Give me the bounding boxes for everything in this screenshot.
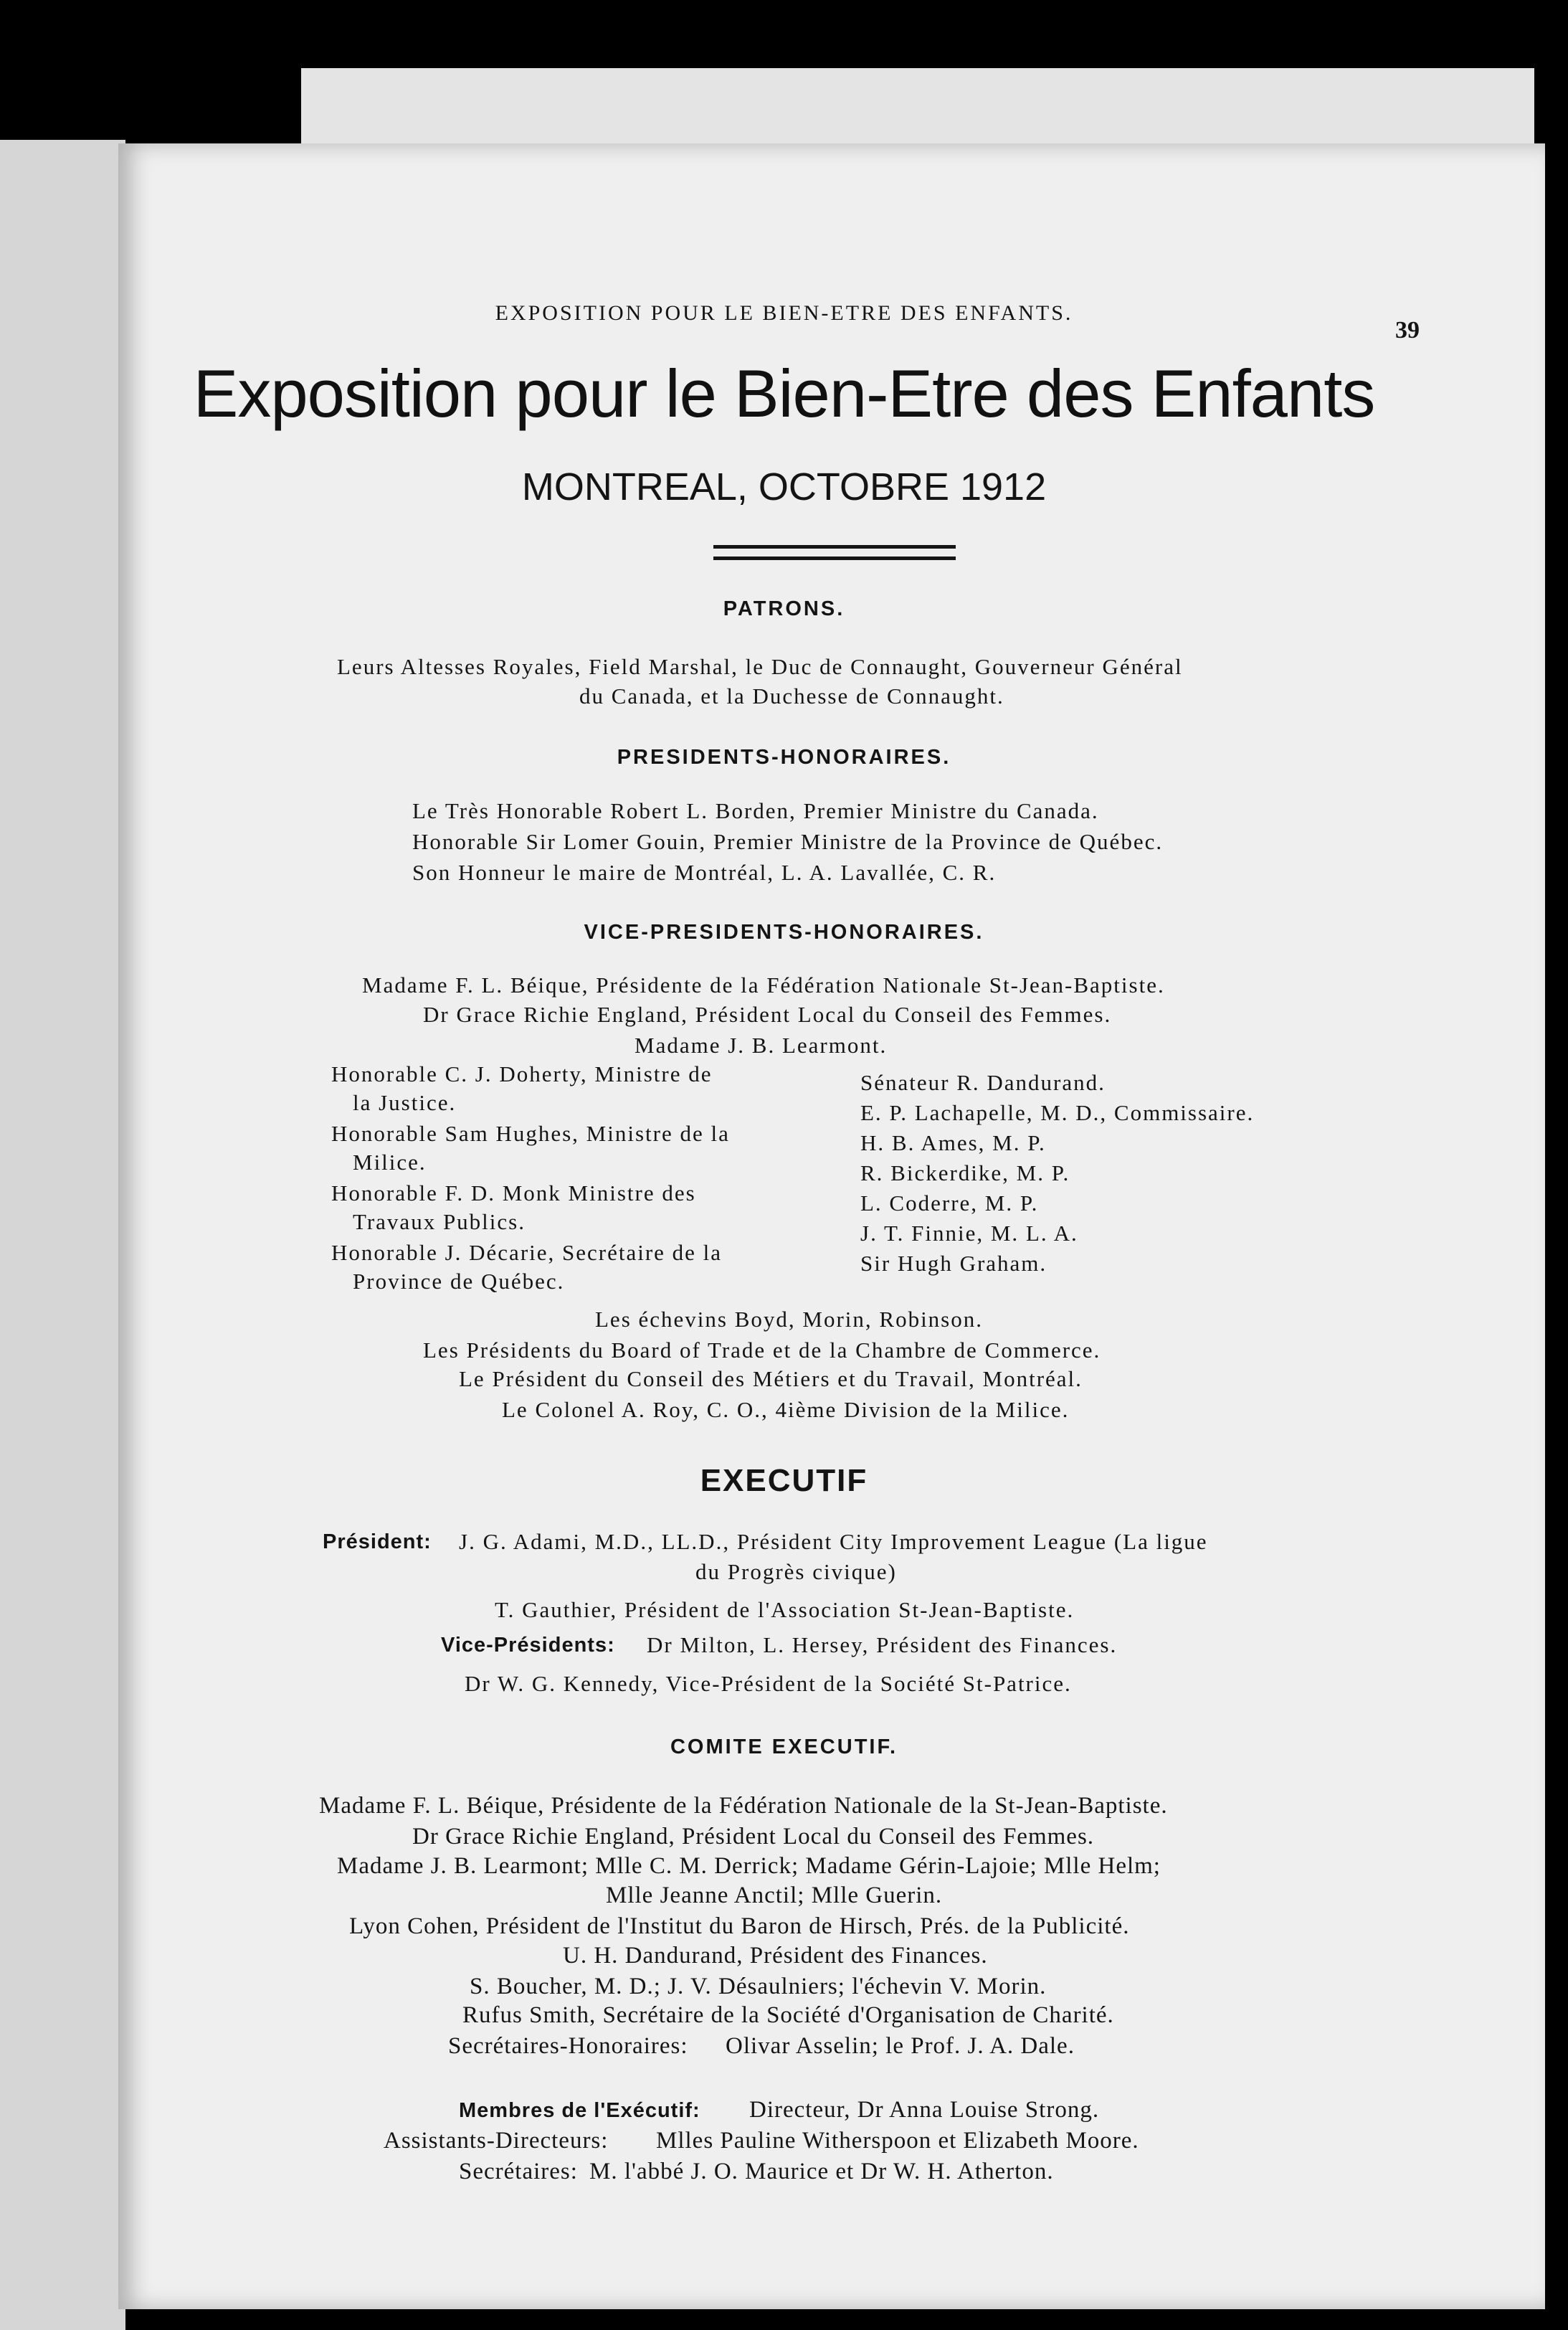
vice-presidents-line: Le Colonel A. Roy, C. O., 4ième Division de la Milice. [502, 1397, 1070, 1422]
vice-presidents-honoraires-heading: VICE-PRESIDENTS-HONORAIRES. [584, 921, 984, 944]
vice-presidents-line: Dr Grace Richie England, Président Local du Conseil des Femmes. [423, 1002, 1112, 1027]
title-rule-bottom [713, 557, 956, 560]
scan-background-top [301, 68, 1534, 147]
patrons-line: Leurs Altesses Royales, Field Marshal, le Duc de Connaught, Gouverneur Général [337, 654, 1183, 679]
comite-line: Madame J. B. Learmont; Mlle C. M. Derrick; Madame Gérin-Lajoie; Mlle Helm; [337, 1853, 1161, 1879]
vice-presidents-left-line: Province de Québec. [353, 1269, 565, 1294]
presidents-line: Le Très Honorable Robert L. Borden, Premier Ministre du Canada. [412, 798, 1099, 823]
vice-presidents-right-line: Sir Hugh Graham. [860, 1251, 1047, 1276]
assistants-label: Assistants-Directeurs: [384, 2128, 609, 2154]
secretaires-text: M. l'abbé J. O. Maurice et Dr W. H. Atherton. [589, 2159, 1054, 2184]
vice-presidents-line: Le Président du Conseil des Métiers et du Travail, Montréal. [459, 1366, 1083, 1391]
vice-presidents-left-line: Milice. [353, 1150, 427, 1175]
page-subtitle: MONTREAL, OCTOBRE 1912 [521, 465, 1047, 508]
vice-presidents-line: Madame F. L. Béique, Présidente de la Fédération Nationale St-Jean-Baptiste. [362, 972, 1165, 998]
patrons-line: du Canada, et la Duchesse de Connaught. [579, 683, 1004, 709]
comite-line: Mlle Jeanne Anctil; Mlle Guerin. [606, 1883, 943, 1908]
comite-line: Lyon Cohen, Président de l'Institut du Baron de Hirsch, Prés. de la Publicité. [349, 1913, 1130, 1939]
secretaires-honoraires-label: Secrétaires-Honoraires: [448, 2033, 688, 2059]
membres-text: Directeur, Dr Anna Louise Strong. [749, 2097, 1100, 2123]
page-title: Exposition pour le Bien-Etre des Enfants [193, 356, 1375, 431]
presidents-line: Honorable Sir Lomer Gouin, Premier Ministre de la Province de Québec. [412, 829, 1164, 854]
patrons-heading: PATRONS. [723, 597, 845, 620]
vice-presidents-left-line: Honorable J. Décarie, Secrétaire de la [331, 1240, 723, 1265]
vice-presidents-left-line: Honorable F. D. Monk Ministre des [331, 1180, 696, 1206]
executif-heading: EXECUTIF [700, 1463, 868, 1498]
president-line: du Progrès civique) [695, 1559, 897, 1584]
vice-presidents-label: Vice-Présidents: [441, 1634, 615, 1657]
comite-line: Rufus Smith, Secrétaire de la Société d'Organisation de Charité. [462, 2002, 1114, 2028]
vice-presidents-line: Madame J. B. Learmont. [635, 1033, 888, 1058]
comite-line: S. Boucher, M. D.; J. V. Désaulniers; l'échevin V. Morin. [470, 1974, 1047, 1999]
running-head: EXPOSITION POUR LE BIEN-ETRE DES ENFANTS. [495, 301, 1073, 325]
vice-presidents-right-line: J. T. Finnie, M. L. A. [860, 1221, 1078, 1246]
presidents-line: Son Honneur le maire de Montréal, L. A. Lavallée, C. R. [412, 860, 997, 885]
membres-label: Membres de l'Exécutif: [459, 2099, 700, 2122]
vice-presidents-left-line: Honorable C. J. Doherty, Ministre de [331, 1061, 713, 1086]
secretaires-label: Secrétaires: [459, 2159, 578, 2184]
presidents-honoraires-heading: PRESIDENTS-HONORAIRES. [617, 746, 951, 769]
vice-presidents-right-line: H. B. Ames, M. P. [860, 1130, 1046, 1155]
title-rule-top [713, 545, 956, 549]
vice-presidents-left-line: Travaux Publics. [353, 1209, 526, 1234]
vice-presidents-right-line: R. Bickerdike, M. P. [860, 1160, 1070, 1185]
comite-executif-heading: COMITE EXECUTIF. [670, 1735, 898, 1758]
vice-presidents-right-line: Sénateur R. Dandurand. [860, 1070, 1106, 1095]
president-line: J. G. Adami, M.D., LL.D., Président City Improvement League (La ligue [459, 1529, 1208, 1554]
assistants-text: Mlles Pauline Witherspoon et Elizabeth Moore. [656, 2128, 1139, 2154]
vice-presidents-left-line: la Justice. [353, 1090, 457, 1115]
vice-president-line: Dr W. G. Kennedy, Vice-Président de la Société St-Patrice. [465, 1671, 1072, 1696]
vice-presidents-line: Les échevins Boyd, Morin, Robinson. [595, 1307, 983, 1332]
vice-president-line: Dr Milton, L. Hersey, Président des Finances. [647, 1632, 1118, 1657]
president-line: T. Gauthier, Président de l'Association St-Jean-Baptiste. [495, 1597, 1075, 1622]
president-label: Président: [323, 1530, 432, 1553]
secretaires-honoraires-text: Olivar Asselin; le Prof. J. A. Dale. [726, 2033, 1075, 2059]
vice-presidents-line: Les Présidents du Board of Trade et de la Chambre de Commerce. [423, 1337, 1101, 1363]
comite-line: Madame F. L. Béique, Présidente de la Fédération Nationale de la St-Jean-Baptiste. [319, 1793, 1168, 1819]
comite-line: Dr Grace Richie England, Président Local du Conseil des Femmes. [412, 1824, 1095, 1850]
vice-presidents-left-line: Honorable Sam Hughes, Ministre de la [331, 1121, 730, 1146]
comite-line: U. H. Dandurand, Président des Finances. [563, 1943, 988, 1969]
vice-presidents-right-line: L. Coderre, M. P. [860, 1190, 1039, 1216]
vice-presidents-right-line: E. P. Lachapelle, M. D., Commissaire. [860, 1100, 1255, 1125]
page-number: 39 [1395, 317, 1420, 344]
